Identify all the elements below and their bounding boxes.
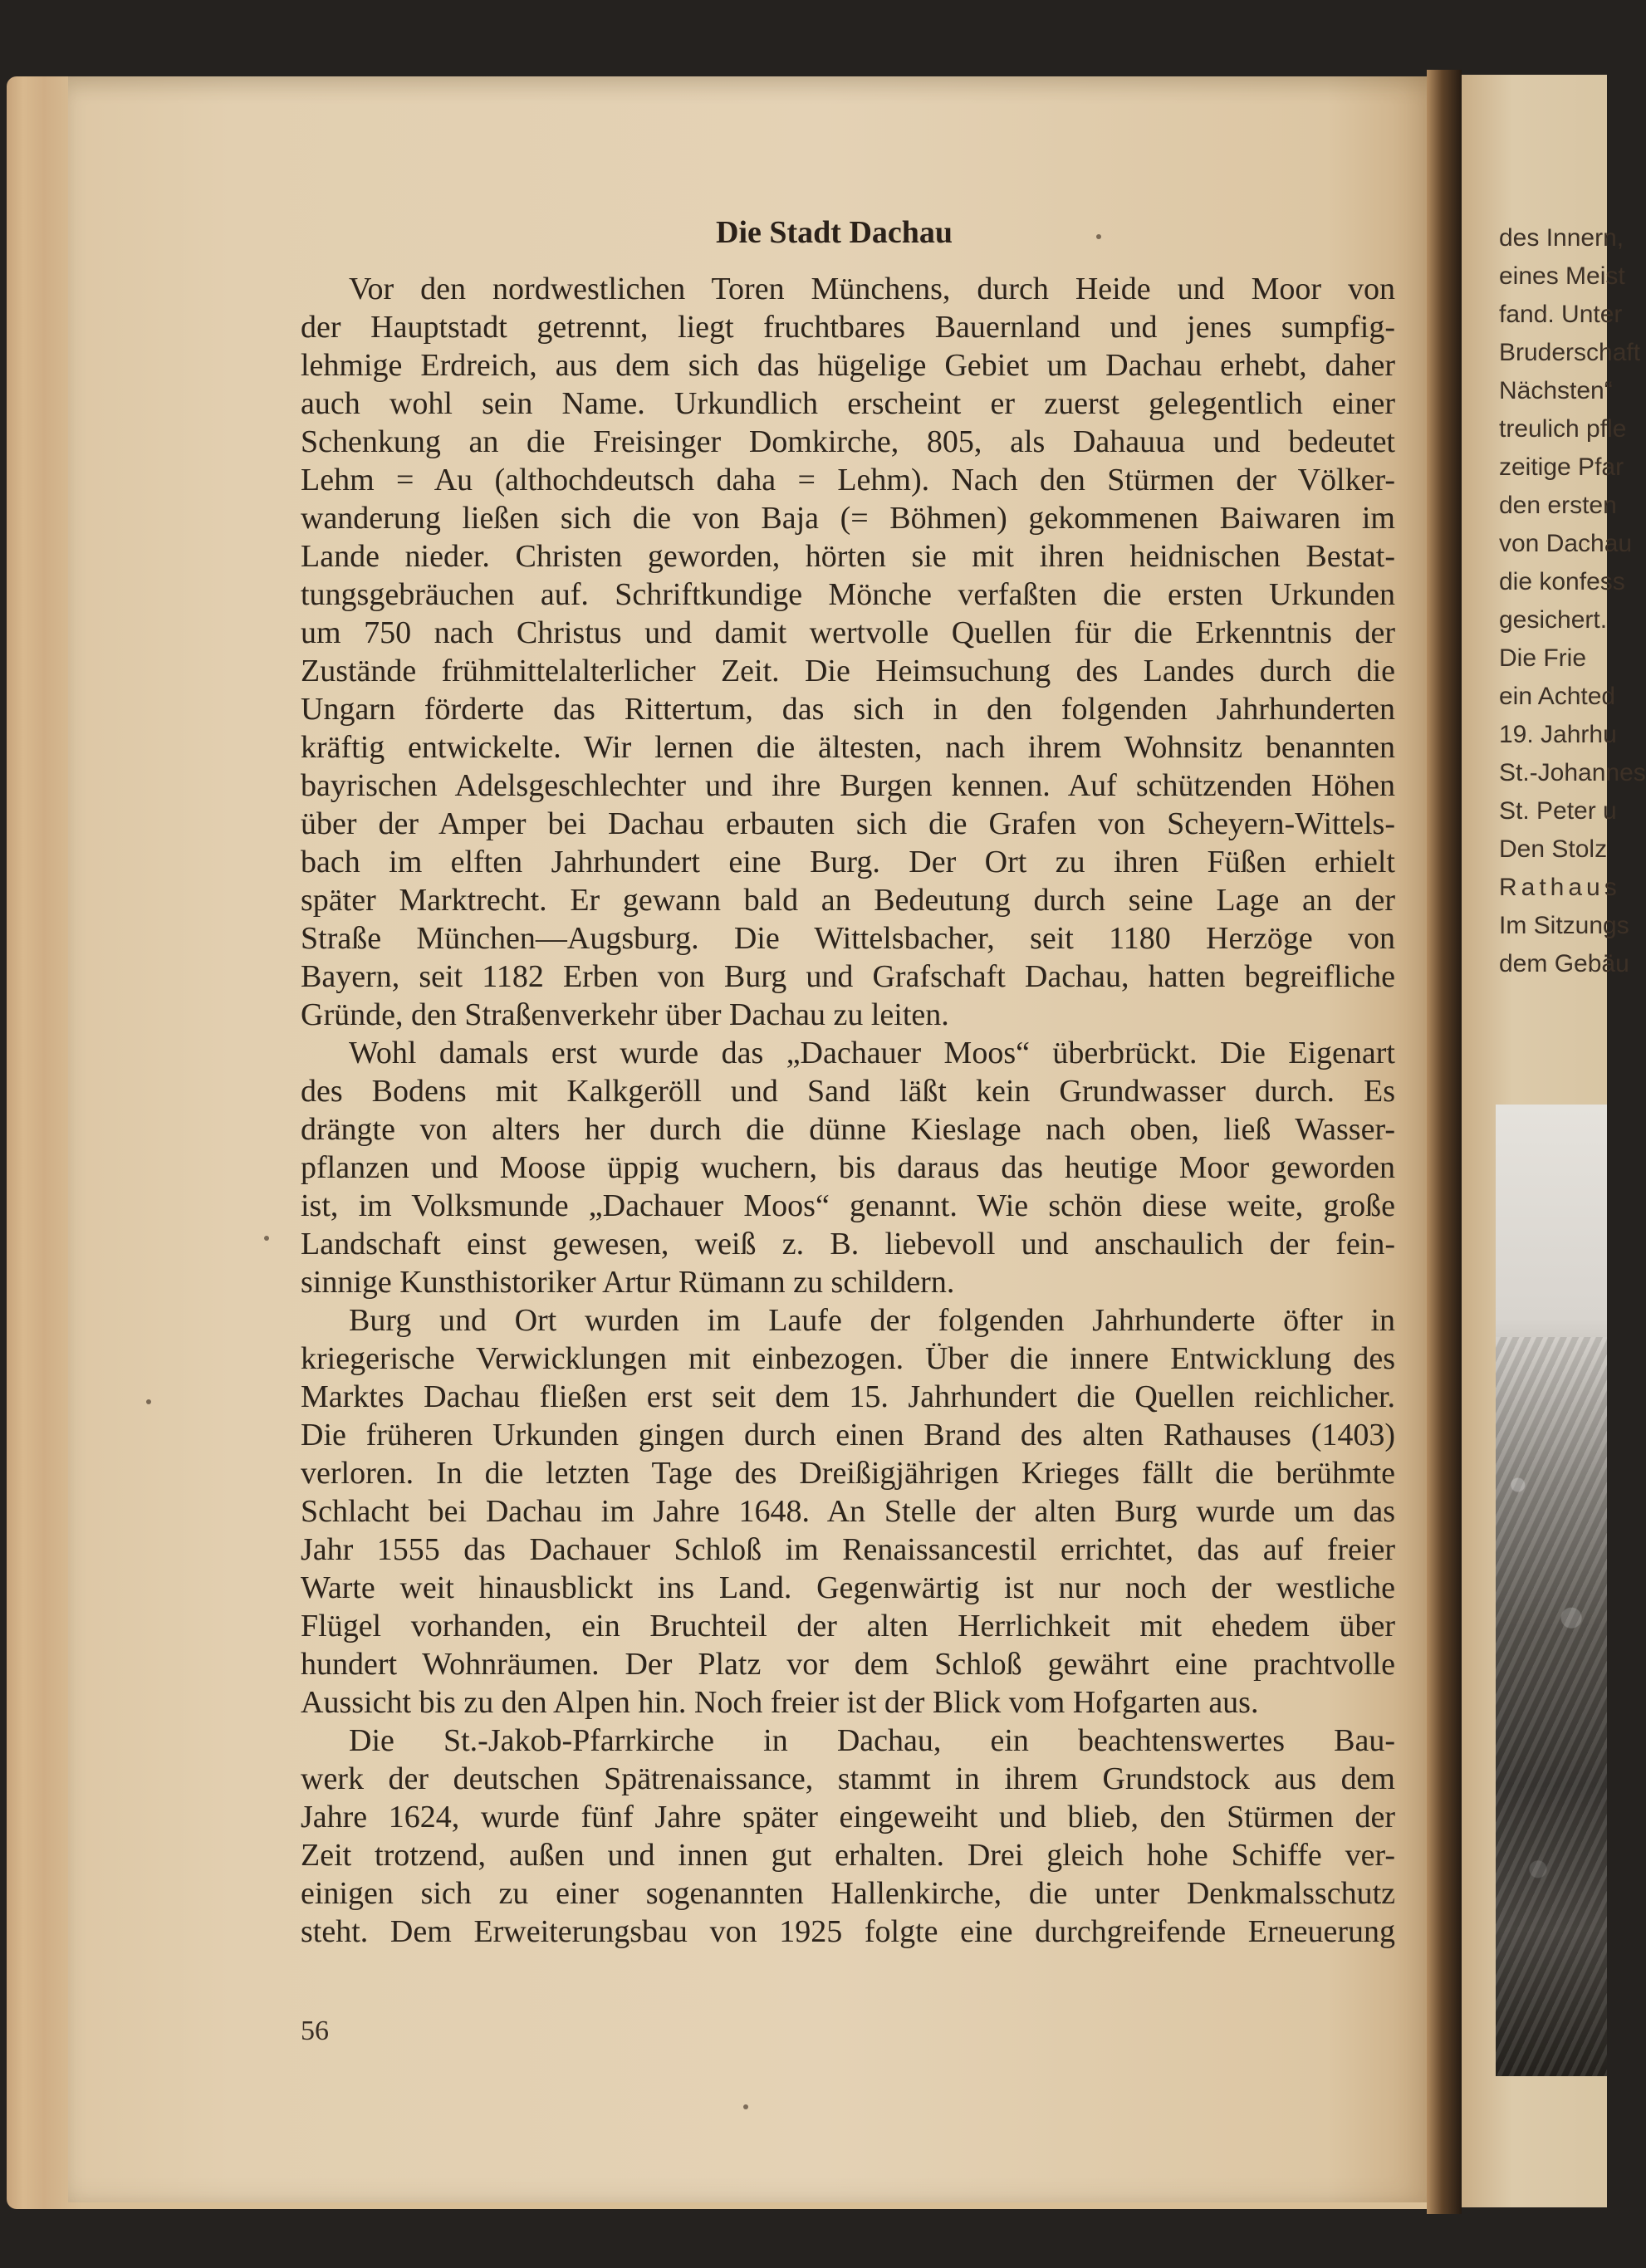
right-page-fragment xyxy=(1462,75,1646,2207)
body-text-line: Straße München—Augsburg. Die Wittelsbacher, seit 1180 Herzöge von xyxy=(301,921,1395,956)
right-page-line: treulich pfle xyxy=(1499,415,1627,443)
body-text-line: Bayern, seit 1182 Erben von Burg und Grafschaft Dachau, hatten begreifliche xyxy=(301,959,1395,994)
body-text-line: Schenkung an die Freisinger Domkirche, 805, als Dahauua und bedeutet xyxy=(301,424,1395,459)
right-page-line: Im Sitzungs xyxy=(1499,912,1629,939)
body-text-line: Jahre 1624, wurde fünf Jahre später eingeweiht und blieb, den Stürmen der xyxy=(301,1800,1395,1834)
right-page-line: gesichert. xyxy=(1499,606,1608,634)
body-text-line: pflanzen und Moose üppig wuchern, bis daraus das heutige Moor geworden xyxy=(301,1150,1395,1185)
body-text-line: steht. Dem Erweiterungsbau von 1925 folgte eine durchgreifende Erneuerung xyxy=(301,1914,1395,1949)
body-text-line: sinnige Kunsthistoriker Artur Rümann zu schildern. xyxy=(301,1265,955,1300)
body-text-line: Vor den nordwestlichen Toren Münchens, durch Heide und Moor von xyxy=(349,272,1395,306)
right-page-line: Rathaus xyxy=(1499,874,1621,901)
body-text-line: Ungarn förderte das Rittertum, das sich in den folgenden Jahrhunderten xyxy=(301,692,1395,727)
body-text-line: Wohl damals erst wurde das „Dachauer Moos“ überbrückt. Die Eigenart xyxy=(349,1036,1395,1070)
body-text-line: wanderung ließen sich die von Baja (= Böhmen) gekommenen Baiwaren im xyxy=(301,501,1395,536)
right-page-line: eines Meist xyxy=(1499,262,1625,290)
body-text-line: lehmige Erdreich, aus dem sich das hügelige Gebiet um Dachau erhebt, daher xyxy=(301,348,1395,383)
book-gutter xyxy=(1427,70,1462,2214)
body-text-line: Jahr 1555 das Dachauer Schloß im Renaissancestil errichtet, das auf freier xyxy=(301,1532,1395,1567)
body-text-line: Flügel vorhanden, ein Bruchteil der alten Herrlichkeit mit ehedem über xyxy=(301,1609,1395,1643)
right-page-line: die konfess xyxy=(1499,568,1625,595)
body-text-line: kriegerische Verwicklungen mit einbezogen. Über die innere Entwicklung des xyxy=(301,1341,1395,1376)
right-page-line: ein Achted xyxy=(1499,683,1616,710)
body-text-line: bach im elften Jahrhundert eine Burg. Der Ort zu ihren Füßen erhielt xyxy=(301,845,1395,879)
right-page-line: von Dachau xyxy=(1499,530,1633,557)
body-text-line: Lande nieder. Christen geworden, hörten sie mit ihren heidnischen Bestat- xyxy=(301,539,1395,574)
right-page-line: Den Stolz xyxy=(1499,835,1608,863)
paper-speck xyxy=(743,2104,748,2109)
body-text-line: tungsgebräuchen auf. Schriftkundige Mönche verfaßten die ersten Urkunden xyxy=(301,577,1395,612)
body-text-line: Burg und Ort wurden im Laufe der folgenden Jahrhunderte öfter in xyxy=(349,1303,1395,1338)
right-page-line: des Innern, xyxy=(1499,224,1624,252)
body-text-line: drängte von alters her durch die dünne Kieslage nach oben, ließ Wasser- xyxy=(301,1112,1395,1147)
page-title: Die Stadt Dachau xyxy=(716,215,953,250)
right-page-line: fand. Unter xyxy=(1499,301,1623,328)
right-page-line: zeitige Pfar xyxy=(1499,453,1624,481)
body-text-line: kräftig entwickelte. Wir lernen die ältesten, nach ihrem Wohnsitz benannten xyxy=(301,730,1395,765)
body-text-line: Die St.-Jakob-Pfarrkirche in Dachau, ein beachtenswertes Bau- xyxy=(349,1723,1395,1758)
body-text-line: über der Amper bei Dachau erbauten sich die Grafen von Scheyern-Wittels- xyxy=(301,806,1395,841)
right-page-line: St. Peter u xyxy=(1499,797,1617,825)
body-text-line: um 750 nach Christus und damit wertvolle Quellen für die Erkenntnis der xyxy=(301,615,1395,650)
body-text-line: hundert Wohnräumen. Der Platz vor dem Schloß gewährt eine prachtvolle xyxy=(301,1647,1395,1682)
body-text-line: des Bodens mit Kalkgeröll und Sand läßt kein Grundwasser durch. Es xyxy=(301,1074,1395,1109)
body-text-line: später Marktrecht. Er gewann bald an Bedeutung durch seine Lage an der xyxy=(301,883,1395,918)
body-text-line: Warte weit hinausblickt ins Land. Gegenwärtig ist nur noch der westliche xyxy=(301,1570,1395,1605)
right-page-line: den ersten xyxy=(1499,492,1617,519)
page-number: 56 xyxy=(301,2016,329,2046)
body-text-line: Die früheren Urkunden gingen durch einen Brand des alten Rathauses (1403) xyxy=(301,1418,1395,1452)
body-text-line: einigen sich zu einer sogenannten Hallenkirche, die unter Denkmalsschutz xyxy=(301,1876,1395,1911)
body-text-line: werk der deutschen Spätrenaissance, stammt in ihrem Grundstock aus dem xyxy=(301,1761,1395,1796)
paper-speck xyxy=(264,1236,269,1241)
body-text-line: Zustände frühmittelalterlicher Zeit. Die Heimsuchung des Landes durch die xyxy=(301,654,1395,688)
body-text-line: Zeit trotzend, außen und innen gut erhalten. Drei gleich hohe Schiffe ver- xyxy=(301,1838,1395,1873)
right-page-line: St.-Johannes xyxy=(1499,759,1646,786)
right-page-line: 19. Jahrhu xyxy=(1499,721,1617,748)
body-text-line: Schlacht bei Dachau im Jahre 1648. An Stelle der alten Burg wurde um das xyxy=(301,1494,1395,1529)
body-text-line: Marktes Dachau fließen erst seit dem 15. Jahrhundert die Quellen reichlicher. xyxy=(301,1379,1395,1414)
body-text-line: bayrischen Adelsgeschlechter und ihre Burgen kennen. Auf schützenden Höhen xyxy=(301,768,1395,803)
body-text-line: verloren. In die letzten Tage des Dreißigjährigen Krieges fällt die berühmte xyxy=(301,1456,1395,1491)
right-page-line: Die Frie xyxy=(1499,644,1587,672)
body-text-line: Aussicht bis zu den Alpen hin. Noch freier ist der Blick vom Hofgarten aus. xyxy=(301,1685,1259,1720)
body-text-line: ist, im Volksmunde „Dachauer Moos“ genannt. Wie schön diese weite, große xyxy=(301,1188,1395,1223)
right-page-line: Bruderschaft xyxy=(1499,339,1641,366)
paper-speck xyxy=(146,1399,151,1404)
right-page-line: Nächsten“ xyxy=(1499,377,1613,404)
body-text-line: auch wohl sein Name. Urkundlich erscheint er zuerst gelegentlich einer xyxy=(301,386,1395,421)
body-text-line: Lehm = Au (althochdeutsch daha = Lehm). Nach den Stürmen der Völker- xyxy=(301,463,1395,497)
body-text-line: der Hauptstadt getrennt, liegt fruchtbares Bauernland und jenes sumpfig- xyxy=(301,310,1395,345)
body-text-line: Gründe, den Straßenverkehr über Dachau zu leiten. xyxy=(301,997,949,1032)
right-page-line: dem Gebäu xyxy=(1499,950,1629,977)
right-page-photo xyxy=(1496,1105,1607,2076)
body-text-line: Landschaft einst gewesen, weiß z. B. liebevoll und anschaulich der fein- xyxy=(301,1227,1395,1261)
paper-speck xyxy=(1096,234,1101,239)
